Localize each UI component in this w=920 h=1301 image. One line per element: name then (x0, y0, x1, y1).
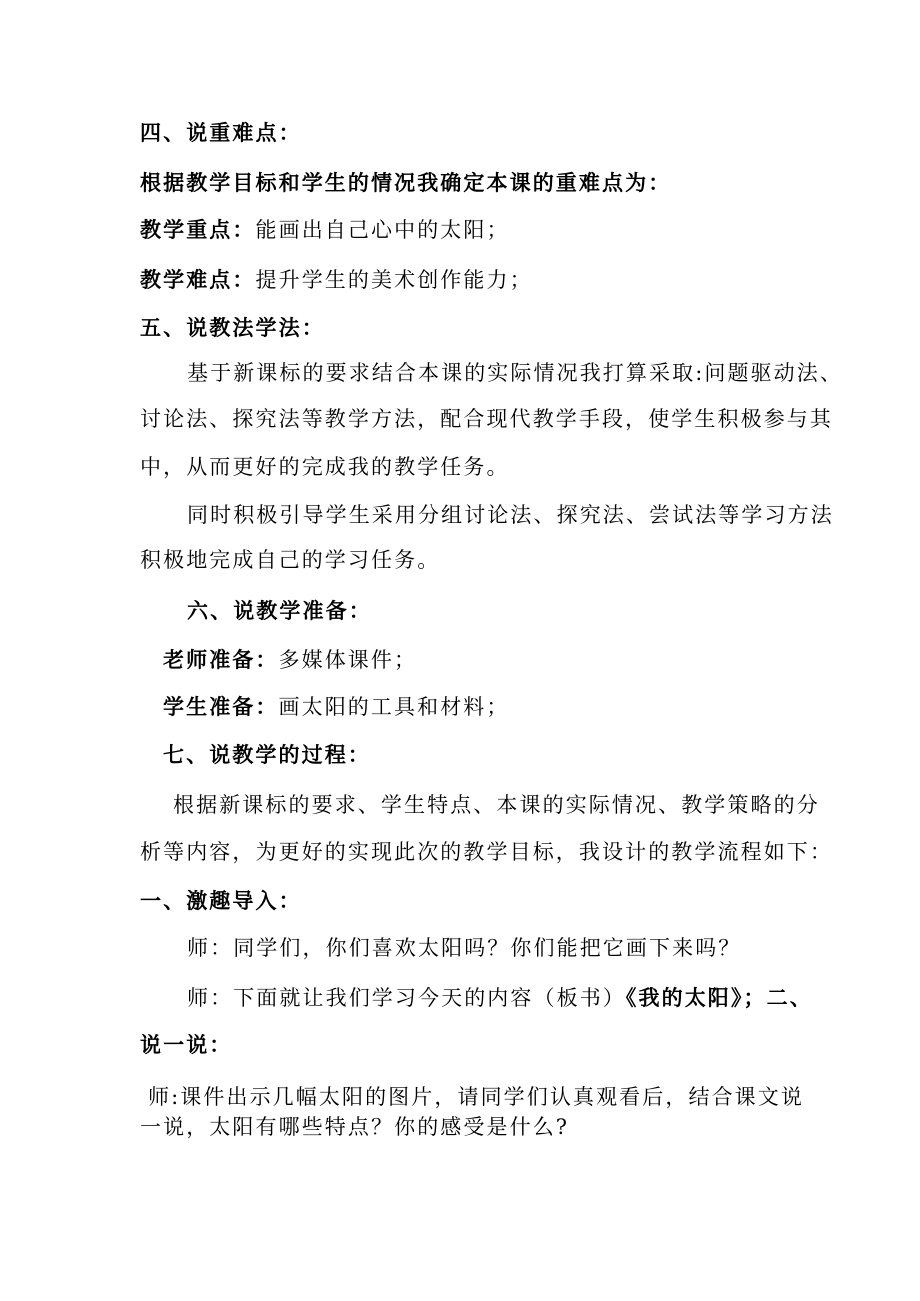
section-7-paragraph-line-1: 根据新课标的要求、学生特点、本课的实际情况、教学策略的分 (173, 793, 820, 817)
student-prep-label: 学生准备： (163, 694, 279, 719)
step-1-heading: 一、激趣导入： (140, 888, 302, 913)
section-6-heading: 六、说教学准备： (187, 598, 372, 623)
teacher-prep-label: 老师准备： (163, 647, 279, 672)
section-5-heading: 五、说教法学法： (140, 315, 325, 340)
section-5-paragraph-1-line-2: 讨论法、探究法等教学方法，配合现代教学手段，使学生积极参与其 (140, 407, 833, 431)
section-5-paragraph-1-line-3: 中，从而更好的完成我的教学任务。 (140, 455, 510, 479)
section-7-paragraph-line-2: 析等内容，为更好的实现此次的教学目标，我设计的教学流程如下： (140, 840, 833, 864)
key-point-label: 教学重点： (140, 217, 256, 242)
step-2-paragraph-line-2: 一说，太阳有哪些特点？你的感受是什么? (140, 1115, 570, 1139)
section-5-paragraph-1-line-1: 基于新课标的要求结合本课的实际情况我打算采取:问题驱动法、 (187, 361, 843, 385)
difficult-point-label: 教学难点： (140, 267, 256, 292)
student-prep-line (163, 692, 510, 722)
section-4-intro: 根据教学目标和学生的情况我确定本课的重难点为： (140, 170, 672, 195)
step-1-question-2 (187, 983, 813, 1013)
teacher-prep-line (163, 645, 417, 675)
step-2-paragraph-line-1: 师:课件出示几幅太阳的图片，请同学们认真观看后，结合课文说 (148, 1085, 804, 1109)
teacher-prep-text: 多媒体课件； (278, 648, 418, 672)
step-1-question-1: 师：同学们，你们喜欢太阳吗？你们能把它画下来吗？ (187, 936, 742, 960)
key-point-line (140, 215, 510, 245)
difficult-point-text: 提升学生的美术创作能力； (255, 268, 533, 292)
section-7-heading: 七、说教学的过程： (163, 742, 371, 767)
student-prep-text: 画太阳的工具和材料； (278, 695, 510, 719)
section-5-paragraph-2-line-2: 积极地完成自己的学习任务。 (140, 548, 441, 572)
difficult-point-line (140, 265, 533, 295)
section-5-paragraph-2-line-1: 同时积极引导学生采用分组讨论法、探究法、尝试法等学习方法 (187, 503, 834, 527)
key-point-text: 能画出自己心中的太阳； (255, 218, 510, 242)
step-1-question-2-tail: ；二、 (743, 985, 813, 1010)
step-1-question-2-text: 师：下面就让我们学习今天的内容（板书） (187, 986, 626, 1010)
step-2-heading: 说一说： (140, 1032, 233, 1057)
lesson-title: 《我的太阳》 (625, 985, 744, 1010)
section-4-heading: 四、说重难点： (140, 120, 302, 145)
